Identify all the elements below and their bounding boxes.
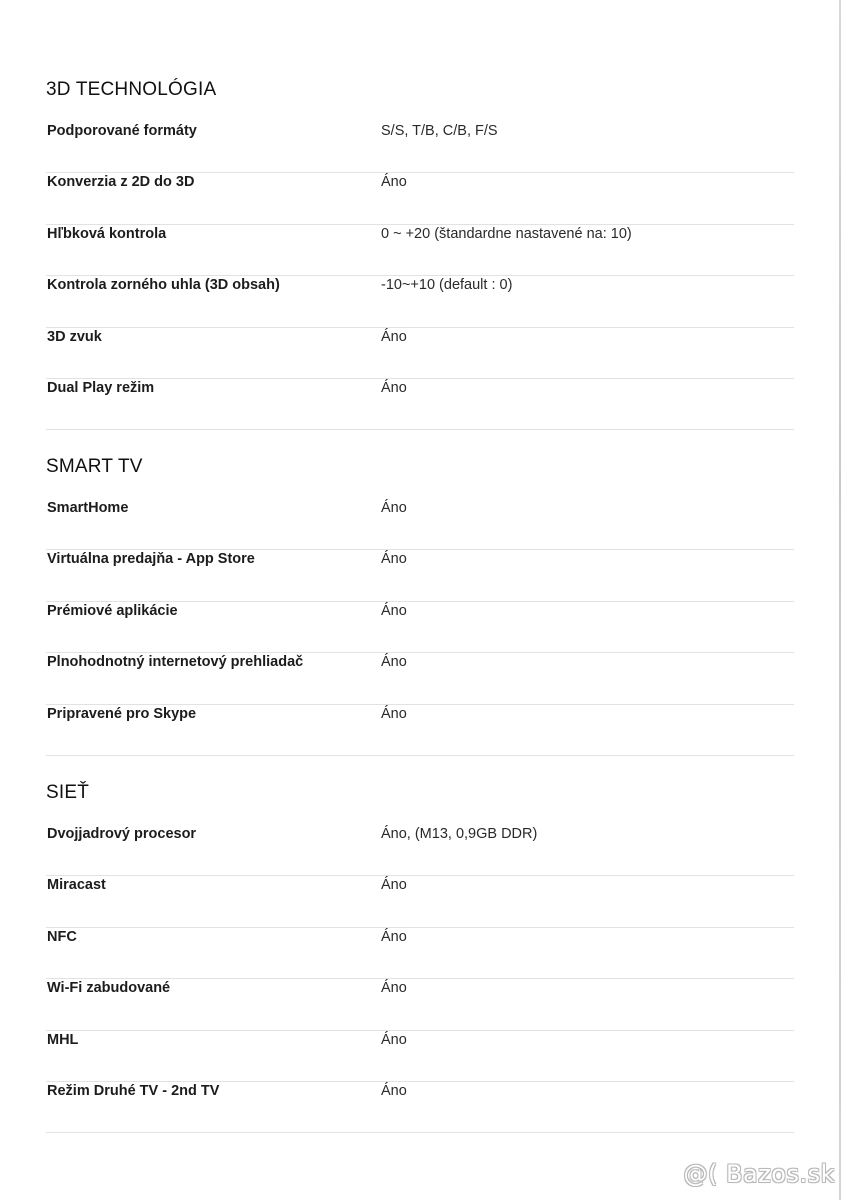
spec-label: Wi-Fi zabudované [47,980,171,997]
spec-label: Hľbková kontrola [47,225,167,242]
spec-row [46,225,794,276]
spec-row [46,173,794,224]
watermark-logo: @( Bazos.sk [683,1160,835,1188]
spec-row [46,1031,794,1082]
spec-label: Konverzia z 2D do 3D [47,174,195,191]
spec-row [46,653,794,704]
spec-value: Áno [381,1082,407,1099]
spec-label: MHL [47,1031,79,1048]
spec-label: Virtuálna predajňa - App Store [47,551,255,568]
spec-value: Áno [381,980,407,997]
spec-label: Dvojjadrový procesor [47,826,197,842]
spec-row [46,876,794,927]
spec-value: Áno [381,705,407,722]
spec-row [46,979,794,1030]
spec-row [46,499,794,550]
spec-label: 3D zvuk [47,328,102,345]
spec-label: Kontrola zorného uhla (3D obsah) [47,277,280,294]
spec-row [46,1082,794,1133]
spec-value: Áno [381,379,407,396]
spec-value: Áno, (M13, 0,9GB DDR) [381,826,538,842]
spec-label: NFC [47,928,77,945]
spec-row [46,328,794,379]
spec-value: Áno [381,928,407,945]
spec-value: Áno [381,877,407,894]
spec-label: SmartHome [47,500,129,516]
spec-label: Režim Druhé TV - 2nd TV [47,1082,220,1099]
spec-row [46,276,794,327]
spec-row [46,122,794,173]
spec-label: Dual Play režim [47,379,155,396]
scan-edge [839,0,841,1200]
section-smart-tv [46,455,794,756]
spec-value: 0 ~ +20 (štandardne nastavené na: 10) [381,225,632,242]
spec-label: Prémiové aplikácie [47,602,178,619]
spec-row [46,602,794,653]
spec-value: S/S, T/B, C/B, F/S [381,123,498,139]
spec-label: Plnohodnotný internetový prehliadač [47,654,304,671]
spec-label: Pripravené pro Skype [47,705,197,722]
spec-value: Áno [381,500,407,516]
section-title: SMART TV [46,456,143,477]
spec-value: Áno [381,328,407,345]
spec-value: Áno [381,654,407,671]
section-network [46,781,794,1133]
spec-row [46,705,794,756]
section-3d-technology [46,78,794,430]
spec-value: -10~+10 (default : 0) [381,277,513,294]
spec-row [46,550,794,601]
spec-row [46,825,794,876]
spec-value: Áno [381,551,407,568]
section-title: SIEŤ [46,782,90,803]
spec-value: Áno [381,174,407,191]
spec-label: Miracast [47,877,106,894]
spec-label: Podporované formáty [47,123,197,139]
spec-row [46,928,794,979]
spec-value: Áno [381,1031,407,1048]
spec-value: Áno [381,602,407,619]
spec-row [46,379,794,430]
section-title: 3D TECHNOLÓGIA [46,79,217,100]
